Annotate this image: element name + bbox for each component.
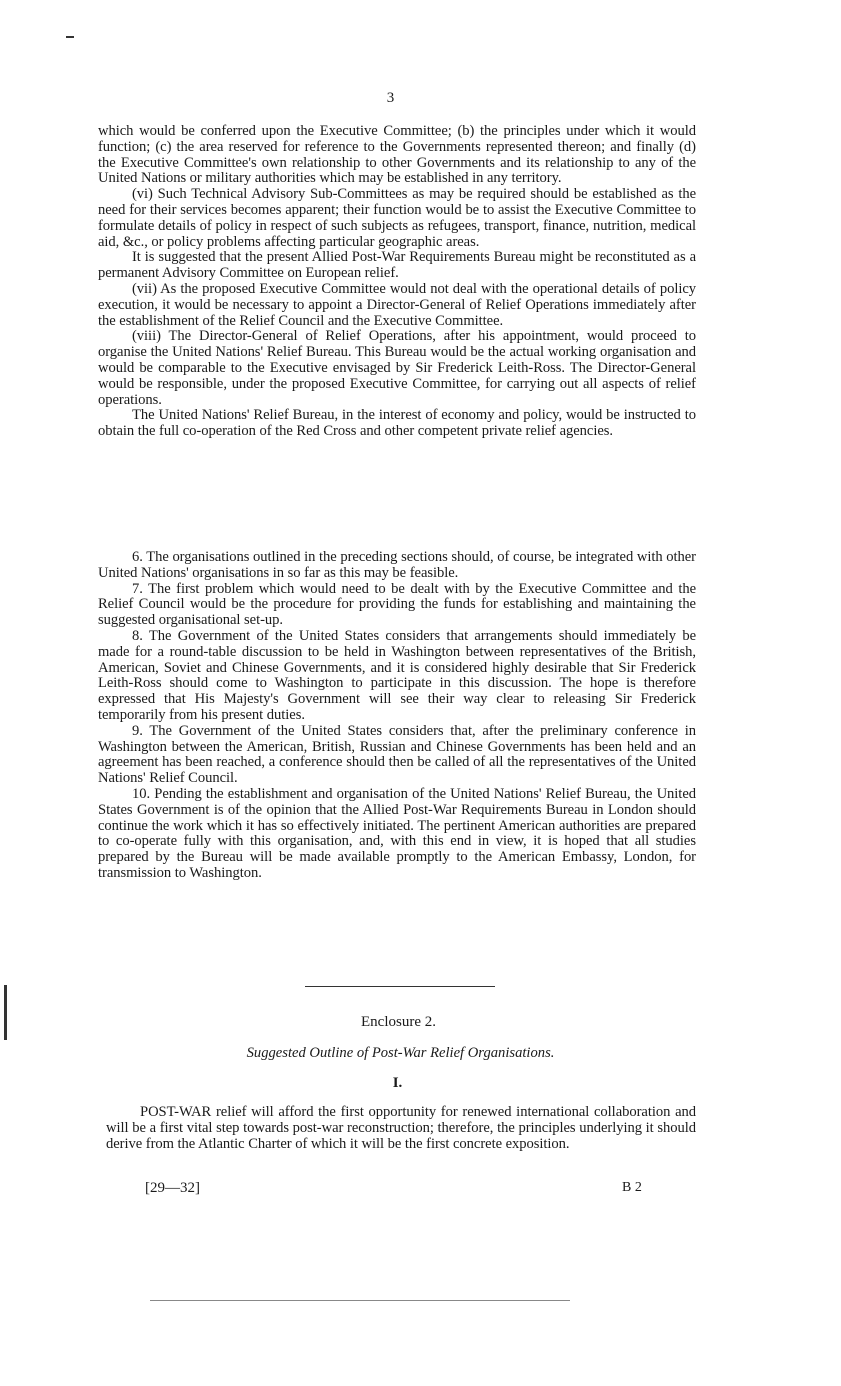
scan-line (150, 1300, 570, 1301)
page-number: 3 (386, 90, 395, 106)
binding-mark (4, 985, 7, 1040)
paragraph: which would be conferred upon the Executive Committee; (b) the principles under which it would function; (c) the area reserved for reference to the Governments represented thereon; and finally (d) the Executive Committee's own relationship to other Governments and its relationship to any of the United Nations or military authorities which may be established in any territory. (98, 123, 696, 187)
paragraph-10: 10. Pending the establishment and organisation of the United Nations' Relief Bureau, the United States Government is of the opinion that the Allied Post-War Requirements Bureau in London should continue the work which it has so effectively initiated. The pertinent American authorities are prepared to co-operate fully with this organisation, and, with this end in view, it is hoped that all studies prepared by the Bureau will be made available promptly to the American Embassy, London, for transmission to Washington. (98, 785, 696, 881)
paragraph-6: 6. The organisations outlined in the preceding sections should, of course, be integrated with other United Nations' organisations in so far as this may be feasible. (98, 549, 696, 581)
document-reference: [29—32] (145, 1180, 200, 1196)
section-numeral: I. (392, 1075, 403, 1091)
enclosure-body (106, 1105, 696, 1152)
signature-mark: B 2 (622, 1180, 642, 1195)
paragraph-7: 7. The first problem which would need to be dealt with by the Executive Committee and the Relief Council would be the procedure for providing the funds for establishing and maintaining the suggested organisational set-up. (98, 580, 696, 629)
continued-section (98, 124, 696, 440)
paragraph: It is suggested that the present Allied Post-War Requirements Bureau might be reconstituted as a permanent Advisory Committee on European relief. (98, 249, 696, 282)
enclosure-subtitle: Suggested Outline of Post-War Relief Organisations. (246, 1045, 555, 1061)
paragraph: (viii) The Director-General of Relief Operations, after his appointment, would proceed to organise the United Nations' Relief Bureau. This Bureau would be the actual working organisation and would be comparable to the Executive envisaged by Sir Frederick Leith-Ross. The Director-General would be responsible, under the proposed Executive Committee, for carrying out all aspects of relief operations. (98, 328, 696, 408)
paragraph: POST-WAR relief will afford the first opportunity for renewed international collaboration and will be a first vital step towards post-war reconstruction; therefore, the principles underlying it should derive from the Atlantic Charter of which it will be the first concrete exposition. (106, 1104, 696, 1152)
enclosure-title: Enclosure 2. (361, 1014, 436, 1030)
paragraph-9: 9. The Government of the United States considers that, after the preliminary conference in Washington between the American, British, Russian and Chinese Governments has been held and an agreement has been reached, a conference should then be called of all the representatives of the United Nations' Relief Council. (98, 722, 696, 787)
paragraph: (vii) As the proposed Executive Committee would not deal with the operational details of policy execution, it would be necessary to appoint a Director-General of Relief Operations immediately after the establishment of the Relief Council and the Executive Committee. (98, 280, 696, 329)
numbered-section (98, 550, 696, 882)
paragraph-8: 8. The Government of the United States considers that arrangements should immediately be made for a round-table discussion to be held in Washington between representatives of the British, American, Soviet and Chinese Governments, and it is considered highly desirable that Sir Frederick Leith-Ross should come to Washington to participate in this discussion. The hope is therefore expressed that His Majesty's Government will see their way clear to releasing Sir Frederick temporarily from his present duties. (98, 627, 696, 723)
paragraph: The United Nations' Relief Bureau, in the interest of economy and policy, would be instructed to obtain the full co-operation of the Red Cross and other competent private relief agencies. (98, 407, 696, 440)
section-divider (305, 986, 495, 987)
paragraph: (vi) Such Technical Advisory Sub-Committees as may be required should be established as the need for their services becomes apparent; their function would be to assist the Executive Committee to formulate details of policy in respect of such subjects as refugees, transport, finance, nutrition, medical aid, &c., or policy problems affecting particular geographic areas. (98, 186, 696, 250)
scan-speck (66, 36, 74, 38)
